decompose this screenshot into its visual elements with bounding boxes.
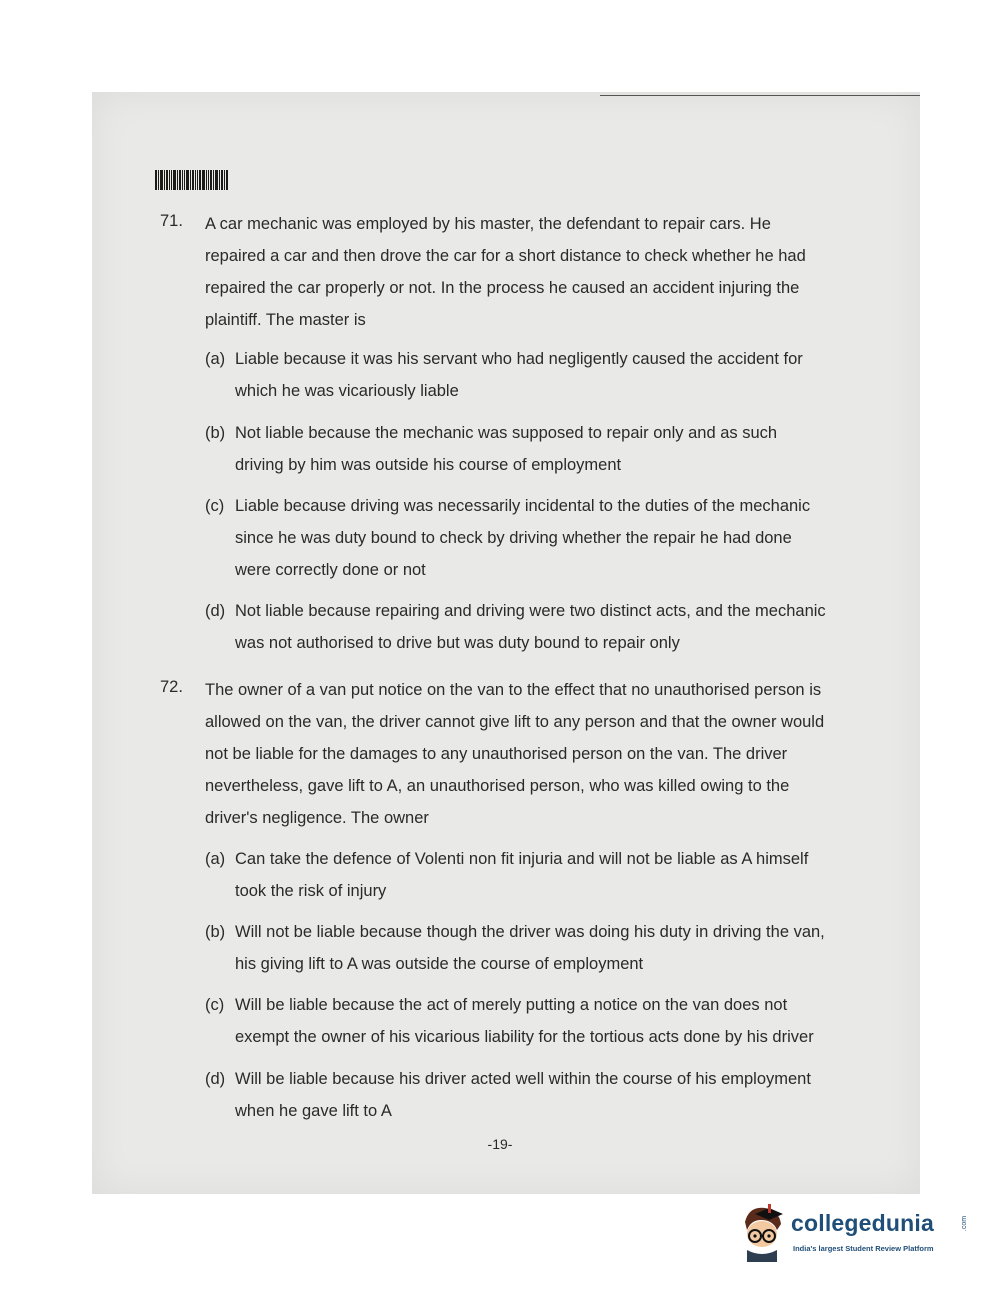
option-text: Can take the defence of Volenti non fit injuria and will not be liable as A himself took the risk of injury xyxy=(235,850,809,900)
scan-edge-line xyxy=(600,95,920,96)
brand-domain-suffix: .com xyxy=(961,1215,969,1232)
brand-watermark[interactable] xyxy=(735,1200,969,1270)
option-text: Liable because driving was necessarily incidental to the duties of the mechanic since he was duty bound to check by driving whether the repair he had done were correctly done or not xyxy=(235,497,811,579)
question-stem: The owner of a van put notice on the van to the effect that no unauthorised person is allowed on the van, the driver cannot give lift to any person and that the owner would not be liable for the damages to any unauthorised person on the van. The driver nevertheless, gave lift to A, an unauthorised person, who was killed owing to the driver's negligence. The owner xyxy=(205,681,825,827)
option-letter: (c) xyxy=(205,497,225,515)
question-number: 71. xyxy=(160,212,183,230)
option-d xyxy=(205,1063,830,1127)
option-a xyxy=(205,843,830,907)
option-d xyxy=(205,595,830,659)
option-text: Not liable because repairing and driving were two distinct acts, and the mechanic was not authorised to drive but was duty bound to repair only xyxy=(235,602,826,652)
option-letter: (a) xyxy=(205,350,226,368)
option-letter: (c) xyxy=(205,996,225,1014)
student-mascot-icon xyxy=(735,1200,787,1262)
option-letter: (a) xyxy=(205,850,226,868)
barcode xyxy=(155,170,237,190)
brand-name: collegedunia xyxy=(791,1210,934,1236)
option-text: Will be liable because the act of merely putting a notice on the van does not exempt the owner of his vicarious liability for the tortious acts done by his driver xyxy=(235,996,814,1046)
option-text: Liable because it was his servant who had negligently caused the accident for which he was vicariously liable xyxy=(235,350,803,400)
brand-tagline: India's largest Student Review Platform xyxy=(793,1244,934,1253)
option-letter: (d) xyxy=(205,1070,226,1088)
option-text: Will not be liable because though the driver was doing his duty in driving the van, his giving lift to A was outside the course of employment xyxy=(235,923,825,973)
option-letter: (b) xyxy=(205,923,226,941)
question-number: 72. xyxy=(160,678,183,696)
page-number: -19- xyxy=(487,1136,513,1152)
option-letter: (b) xyxy=(205,424,226,442)
option-text: Will be liable because his driver acted well within the course of his employment when he gave lift to A xyxy=(235,1070,811,1120)
option-a xyxy=(205,343,830,407)
option-text: Not liable because the mechanic was supposed to repair only and as such driving by him was outside his course of employment xyxy=(235,424,778,474)
option-c xyxy=(205,490,830,586)
option-b xyxy=(205,916,830,980)
option-b xyxy=(205,417,830,481)
question-stem: A car mechanic was employed by his master, the defendant to repair cars. He repaired a car and then drove the car for a short distance to check whether he had repaired the car properly or not. In the process he caused an accident injuring the plaintiff. The master is xyxy=(205,215,806,329)
option-c xyxy=(205,989,830,1053)
option-letter: (d) xyxy=(205,602,226,620)
